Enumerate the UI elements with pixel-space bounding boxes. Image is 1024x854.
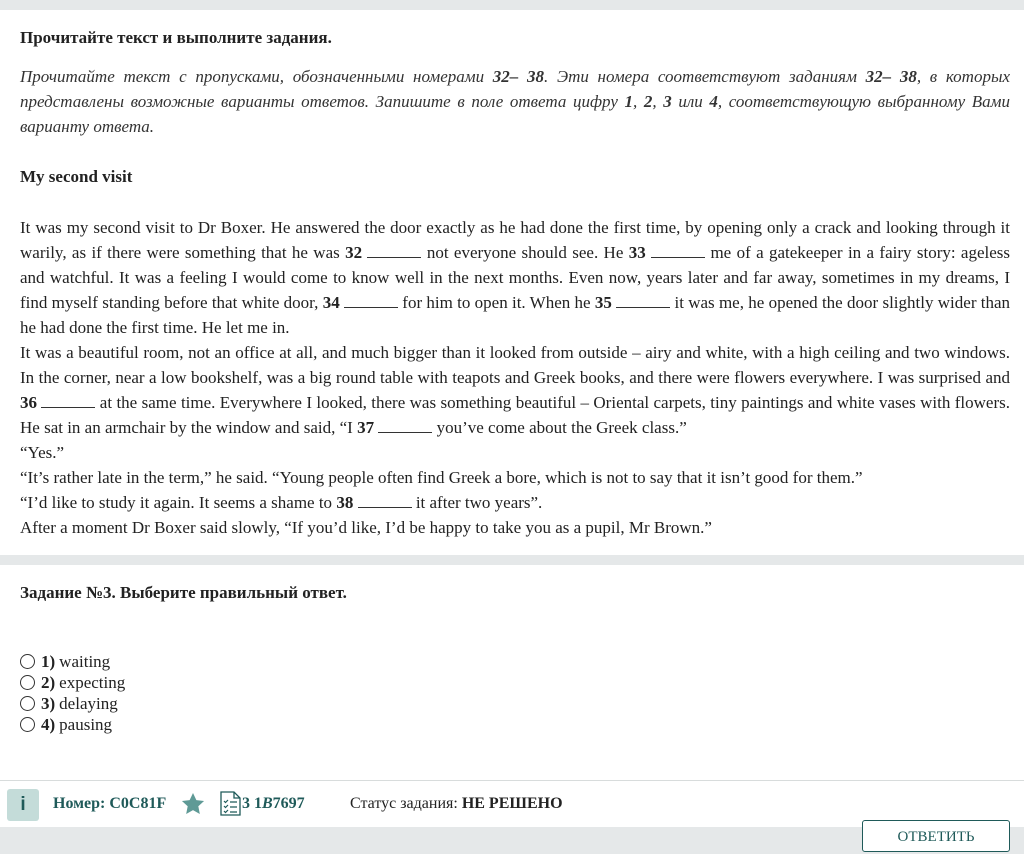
status-value: НЕ РЕШЕНО (461, 795, 563, 812)
gap-number: 38 (336, 493, 354, 512)
gap-number: 32 (345, 243, 363, 262)
story-paragraph: After a moment Dr Boxer said slowly, “If you’d like, I’d be happy to take you as a pupil, Mr Brown.” (20, 518, 712, 537)
task-range: 32– 38 (492, 67, 544, 86)
radio-button[interactable] (20, 696, 35, 711)
gap-blank (344, 293, 398, 308)
answer-option-3[interactable] (20, 693, 125, 714)
instruction-text-part: . Эти номера соответствуют заданиям (544, 67, 866, 86)
answer-option-2[interactable] (20, 672, 125, 693)
story-fragment: not everyone should see. He (421, 243, 629, 262)
kes-code-letter: В (262, 795, 273, 812)
instruction-text-part: , соответствующую выбранному Вами варианту ответа. (20, 92, 1011, 136)
gap-number: 36 (20, 393, 37, 412)
answer-digit: 1 (624, 92, 633, 111)
kes-code-suffix: 7697 (272, 795, 305, 812)
kes-code[interactable] (242, 795, 305, 813)
gap-blank (651, 243, 705, 258)
instruction-text-part: , в которых представлены возможные варианты ответов. Запишите в поле ответа цифру (20, 67, 1011, 111)
status-label: Статус задания: (350, 795, 462, 812)
gap-blank (41, 393, 95, 408)
gap-blank (358, 493, 412, 508)
answer-option-4[interactable] (20, 714, 125, 735)
story-paragraph (20, 215, 1010, 340)
answer-digit: 2 (643, 92, 653, 111)
radio-button[interactable] (20, 717, 35, 732)
story-fragment: it after two years”. (411, 493, 543, 512)
gap-blank (367, 243, 421, 258)
task-number: Номер: C0C81F (53, 795, 167, 812)
answer-digit: 4 (709, 92, 718, 111)
separator: , (632, 92, 644, 111)
kes-code-prefix: 3 1 (242, 795, 262, 812)
text-panel (0, 10, 1024, 555)
option-number: 2) (41, 672, 56, 692)
instruction-heading: Прочитайте текст и выполните задания. (20, 28, 332, 47)
story-fragment: it was me, he opened the door slightly wider than he had done the first time. He let me in. (20, 293, 1011, 337)
separator: , (652, 92, 664, 111)
radio-button[interactable] (20, 654, 35, 669)
story-paragraph: “Yes.” (20, 443, 65, 462)
story-fragment: It was my second visit to Dr Boxer. He answered the door exactly as he had done the first time, by opening only a crack and looking through it warily, as if there were something that he was (20, 218, 1010, 262)
option-number: 3) (41, 693, 56, 713)
gap-number: 34 (322, 293, 340, 312)
story-paragraph: “It’s rather late in the term,” he said. “Young people often find Greek a bore, which is not to say that it isn’t good for them.” (20, 468, 863, 487)
gap-number: 37 (357, 418, 375, 437)
option-label: pausing (59, 714, 113, 734)
option-label: waiting (59, 651, 111, 671)
task-status (350, 795, 563, 813)
option-number: 1) (41, 651, 56, 671)
task-panel (0, 565, 1024, 780)
option-number: 4) (41, 714, 56, 734)
story-title: My second visit (20, 167, 133, 186)
star-icon[interactable] (180, 791, 206, 822)
story-paragraph (20, 340, 1010, 440)
answer-digit: 3 (663, 92, 672, 111)
option-label: delaying (59, 693, 118, 713)
story-paragraph (20, 490, 1010, 515)
separator: или (671, 92, 710, 111)
answer-option-1[interactable] (20, 651, 125, 672)
story-fragment: “I’d like to study it again. It seems a shame to (20, 493, 337, 512)
story-fragment: you’ve come about the Greek class.” (432, 418, 687, 437)
task-range: 32– 38 (865, 67, 917, 86)
instruction-text-part: Прочитайте текст с пропусками, обозначенными номерами (20, 67, 493, 86)
option-label: expecting (59, 672, 126, 692)
story-text (20, 215, 1010, 540)
gap-number: 35 (594, 293, 612, 312)
story-fragment: for him to open it. When he (398, 293, 595, 312)
story-fragment: at the same time. Everywhere I looked, there was something beautiful – Oriental carpets, tiny paintings and white vases with flowers. He sat in an armchair by the window and said, “I (20, 393, 1011, 437)
document-list-icon[interactable] (220, 791, 241, 821)
task-title: Задание №3. Выберите правильный ответ. (20, 583, 347, 602)
gap-blank (378, 418, 432, 433)
info-button[interactable]: i (7, 789, 39, 821)
answer-options (20, 651, 125, 735)
answer-button[interactable]: ОТВЕТИТЬ (862, 820, 1010, 852)
gap-blank (616, 293, 670, 308)
radio-button[interactable] (20, 675, 35, 690)
story-fragment: me of a gatekeeper in a fairy story: ageless and watchful. It was a feeling I would come to know well in the next months. Even now, years later and far away, sometimes in my dreams, I find myself standing before that white door, (20, 243, 1011, 312)
instruction-text (20, 64, 1010, 139)
gap-number: 33 (628, 243, 646, 262)
story-fragment: It was a beautiful room, not an office at all, and much bigger than it looked from outside – airy and white, with a high ceiling and two windows. In the corner, near a low bookshelf, was a big round table with teapots and Greek books, and there were flowers everywhere. I was surprised and (20, 343, 1010, 387)
